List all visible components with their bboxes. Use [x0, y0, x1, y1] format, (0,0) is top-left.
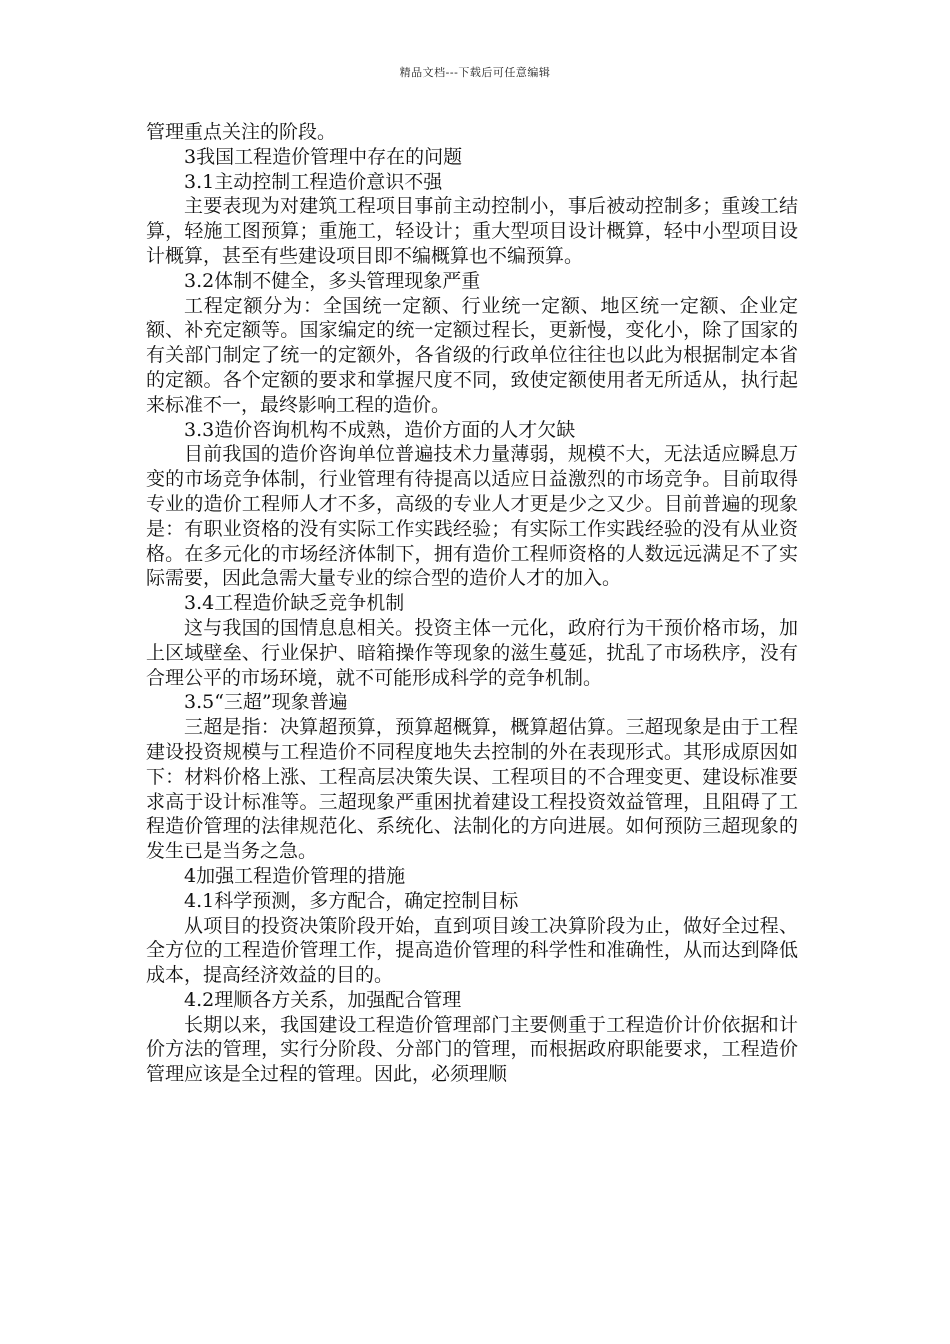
subsection-heading: 4.1科学预测，多方配合，确定控制目标 [184, 889, 519, 912]
subsection-heading: 3.2体制不健全，多头管理现象严重 [184, 269, 481, 292]
paragraph: 管理重点关注的阶段。 [146, 121, 337, 143]
section-heading: 3我国工程造价管理中存在的问题 [184, 145, 463, 168]
page-header: 精品文档---下载后可任意编辑 [399, 66, 551, 79]
document-body [146, 120, 798, 1087]
paragraph: 长期以来，我国建设工程造价管理部门主要侧重于工程造价计价依据和计价方法的管理，实行分阶段、分部门的管理，而根据政府职能要求，工程造价管理应该是全过程的管理。因此，必须理顺 [146, 1013, 798, 1086]
paragraph: 三超是指：决算超预算，预算超概算，概算超估算。三超现象是由于工程建设投资规模与工程造价不同程度地失去控制的外在表现形式。其形成原因如下：材料价格上涨、工程高层决策失误、工程项目的不合理变更、建设标准要求高于设计标准等。三超现象严重困扰着建设工程投资效益管理，且阻碍了工程造价管理的法律规范化、系统化、法制化的方向进展。如何预防三超现象的发生已是当务之急。 [146, 716, 798, 863]
section-heading: 4加强工程造价管理的措施 [184, 864, 406, 887]
subsection-heading: 4.2理顺各方关系，加强配合管理 [184, 988, 462, 1011]
subsection-heading: 3.5“三超”现象普遍 [184, 691, 348, 714]
paragraph: 这与我国的国情息息相关。投资主体一元化，政府行为干预价格市场，加上区域壁垒、行业保护、暗箱操作等现象的滋生蔓延，扰乱了市场秩序，没有合理公平的市场环境，就不可能形成科学的竞争机制。 [146, 616, 798, 689]
subsection-heading: 3.1主动控制工程造价意识不强 [184, 170, 443, 193]
subsection-heading: 3.4工程造价缺乏竞争机制 [184, 592, 405, 615]
subsection-heading: 3.3造价咨询机构不成熟，造价方面的人才欠缺 [184, 418, 576, 441]
paragraph: 目前我国的造价咨询单位普遍技术力量薄弱，规模不大，无法适应瞬息万变的市场竞争体制，行业管理有待提高以适应日益激烈的市场竞争。目前取得专业的造价工程师人才不多，高级的专业人才更是少之又少。目前普遍的现象是：有职业资格的没有实际工作实践经验；有实际工作实践经验的没有从业资格。在多元化的市场经济体制下，拥有造价工程师资格的人数远远满足不了实际需要，因此急需大量专业的综合型的造价人才的加入。 [146, 443, 798, 590]
paragraph: 主要表现为对建筑工程项目事前主动控制小，事后被动控制多；重竣工结算，轻施工图预算；重施工，轻设计；重大型项目设计概算，轻中小型项目设计概算，甚至有些建设项目即不编概算也不编预算。 [146, 195, 798, 267]
paragraph: 从项目的投资决策阶段开始，直到项目竣工决算阶段为止，做好全过程、全方位的工程造价管理工作，提高造价管理的科学性和准确性，从而达到降低成本，提高经济效益的目的。 [146, 914, 798, 987]
paragraph: 工程定额分为：全国统一定额、行业统一定额、地区统一定额、企业定额、补充定额等。国家编定的统一定额过程长，更新慢，变化小，除了国家的有关部门制定了统一的定额外，各省级的行政单位往往也以此为根据制定本省的定额。各个定额的要求和掌握尺度不同，致使定额使用者无所适从，执行起来标准不一，最终影响工程的造价。 [146, 294, 798, 416]
